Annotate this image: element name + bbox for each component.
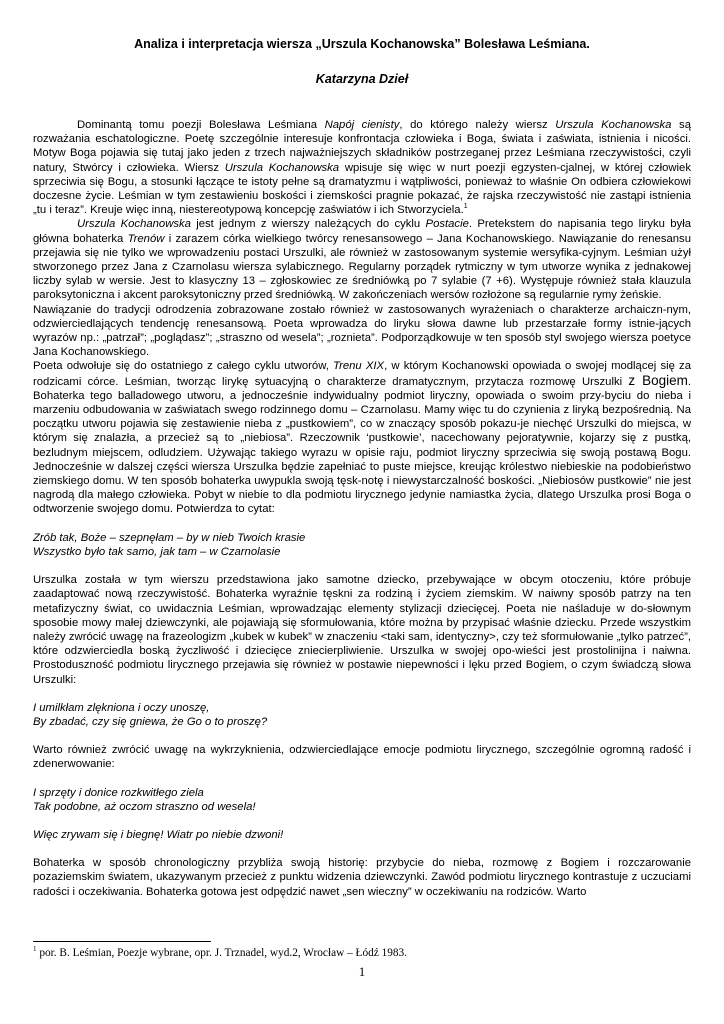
quote-3: I sprzęty i donice rozkwitłego ziela Tak podobne, aż oczom straszno od wesela! bbox=[33, 786, 256, 813]
paragraph-5: Urszulka została w tym wierszu przedstawiona jako samotne dziecko, przebywające w obcym otoczeniu, które próbuje zaadaptować nową rzeczywistość. Bohaterka wyraźnie tęskni za rodziną i życiem ziemskim. W naiwny sposób patrzy na ten metafizyczny świat, co uwidacznia Leśmian, wprowadzając elementy stylizacji dziecięcej. Poeta nie naśladuje w do-słownym sposobie mowy małej dziewczynki, ale pojawiają się sformułowania, które można by przypisać właśnie dziecku. Przede wszystkim należy zwrócić uwagę na frazeologizm „kubek w kubek” w znaczeniu <taki sam, identyczny>, czy też sformułowanie „tylko patrzeć”, które odzwierciedla boską życzliwość i dziecięce zniecierpliwienie. Urszulka w swojej opo-wieści jest prostolinijna i naiwna. Prostoduszność podmiotu lirycznego przejawia się również w postawie niepewności i lęku przed Bogiem, o czym świadczą słowa Urszulki: bbox=[33, 574, 691, 686]
quote-1: Zrób tak, Boże – szepnęłam – by w nieb Twoich krasie Wszystko było tak samo, jak tam – w Czarnolasie bbox=[33, 531, 306, 558]
paragraph-6: Warto również zwrócić uwagę na wykrzyknienia, odzwierciedlające emocje podmiotu lirycznego, szczególnie ogromną radość i zdenerwowanie: bbox=[33, 744, 691, 771]
footnote-reference: 1 bbox=[463, 203, 468, 211]
document-author: Katarzyna Dzieł bbox=[315, 72, 409, 86]
footnote-divider bbox=[33, 941, 211, 942]
quote-2: I umilkłam zlękniona i oczy unoszę, By zbadać, czy się gniewa, że Go o to proszę? bbox=[33, 701, 268, 728]
paragraph-2: Urszula Kochanowska jest jednym z wierszy należących do cyklu Postacie. Pretekstem do napisania tego liryku była główna bohaterka Trenów i zarazem córka wielkiego twórcy renesansowego – Jana Kochanowskiego. Nawiązanie do renesansu przejawia się nie tylko we wprowadzeniu postaci Urszulki, ale również w zastosowanym systemie wersyfika-cyjnym. Leśmian użył stworzonego przez Jana z Czarnolasu wiersza sylabicznego. Regularny porządek rytmiczny w tym utworze wynika z jednakowej liczby sylab w wersie. Jest to klasyczny 13 – zgłoskowiec ze średniówką po 7 sylabie (7 +6). Występuje również stała klauzula paroksytoniczna i akcent paroksytoniczny przed średniówką. W zakończeniach wersów rozłożone są regularnie rymy żeńskie. bbox=[33, 218, 691, 302]
paragraph-1: Dominantą tomu poezji Bolesława Leśmiana Napój cienisty, do którego należy wiersz Urszula Kochanowska są rozważania eschatologiczne. Poetę szczególnie interesuje konfrontacja człowieka i Boga, świata i zaświata, istnienia i nicości. Motyw Boga pojawia się tutaj jako jeden z trzech najważniejszych składników postrzeganej przez Leśmiana rzeczywistości, czyli natury, Stwórcy i człowieka. Wiersz Urszula Kochanowska wpisuje się więc w nurt poezji egzysten-cjalnej, w której człowiek sprzeciwia się Bogu, a stosunki łączące te istoty pełne są dramatyzmu i wątpliwości, ponieważ to właśnie On odbiera człowiekowi doczesne życie. Leśmian w tym zestawieniu boskości i ziemskości pragnie pokazać, że rajska rzeczywistość nie zastąpi istnienia „tu i teraz”. Kreuje więc inną, niestereotypową koncepcję zaświatów i ich Stworzyciela.$^1$ bbox=[33, 119, 691, 217]
document-body bbox=[33, 118, 691, 899]
page-number: 1 bbox=[358, 964, 366, 979]
paragraph-4: Poeta odwołuje się do ostatniego z całego cyklu utworów, Trenu XIX, w którym Kochanowski opowiada o swojej modlącej się za rodzicami córce. Leśmian, tworząc lirykę sytuacyjną o charakterze dramatycznym, przytacza rozmowę Urszulki z Bogiem. Bohaterka tego balladowego utworu, a jednocześnie indywidualny podmiot liryczny, opowiada o swoim przy-byciu do nieba i marzeniu odbudowania w zaświatach swego rodzinnego domu – Czarnolasu. Mamy więc tu do czynienia z liryką bezpośrednią. Na początku utworu pojawia się zestawienie nieba z „pustkowiem”, co w znaczący sposób pokazu-je niechęć Urszulki do miejsca, w którym się znalazła, a przecież są to „niebiosa”. Rzeczownik ‘pustkowie’, nacechowany pejoratywnie, kojarzy się z pustką, bezludnym miejscem, odludziem. Używając takiego wyrazu w opisie raju, podmiot liryczny sprzeciwia się swoją postawą Bogu. Jednocześnie w dalszej części wiersza Urszulka będzie zapełniać to puste miejsce, kreując królestwo niebieskie na podobieństwo ziemskiego domu. W ten sposób bohaterka uwypukla swoją tęsk-notę i niewystarczalność boskości. „Niebiosów pustkowie” nie jest nagrodą dla małego człowieka. Pobyt w niebie to dla podmiotu lirycznego jedynie namiastka życia, dlatego Urszulka prosi Boga o odtworzenie swojego domu. Potwierdza to cytat: bbox=[33, 360, 691, 516]
paragraph-7: Bohaterka w sposób chronologiczny przybliża swoją historię: przybycie do nieba, rozmowę z Bogiem i rozczarowanie pozaziemskim światem, ukazywanym przecież z punktu widzenia dziewczynki. Zawód podmiotu lirycznego kontrastuje z uczuciami radości i oczekiwania. Bohaterka gotowa jest odpędzić nawet „sen wieczny” w oczekiwaniu na rodziców. Warto bbox=[33, 857, 691, 898]
paragraph-3: Nawiązanie do tradycji odrodzenia zobrazowane zostało również w zastosowanych wyrażeniach o charakterze archaiczn-nym, odzwierciedlających tendencję renesansową. Poeta wprowadza do liryku słowa dawne lub przestarzałe formy istnie-jących wyrazów np.: „patrzał”; „poglądasz”; „straszno od wesela”; „roznieta”. Podporządkowuje w ten sposób styl swojego wiersza poetyce Jana Kochanowskiego. bbox=[33, 303, 691, 359]
quote-4: Więc zrywam się i biegnę! Wiatr po niebie dzwoni! bbox=[33, 828, 284, 841]
footnote: $^1$ por. B. Leśmian, Poezje wybrane, opr. J. Trznadel, wyd.2, Wrocław – Łódź 1983. bbox=[33, 945, 408, 959]
document-title: Analiza i interpretacja wiersza „Urszula Kochanowska” Bolesława Leśmiana. bbox=[134, 37, 590, 51]
